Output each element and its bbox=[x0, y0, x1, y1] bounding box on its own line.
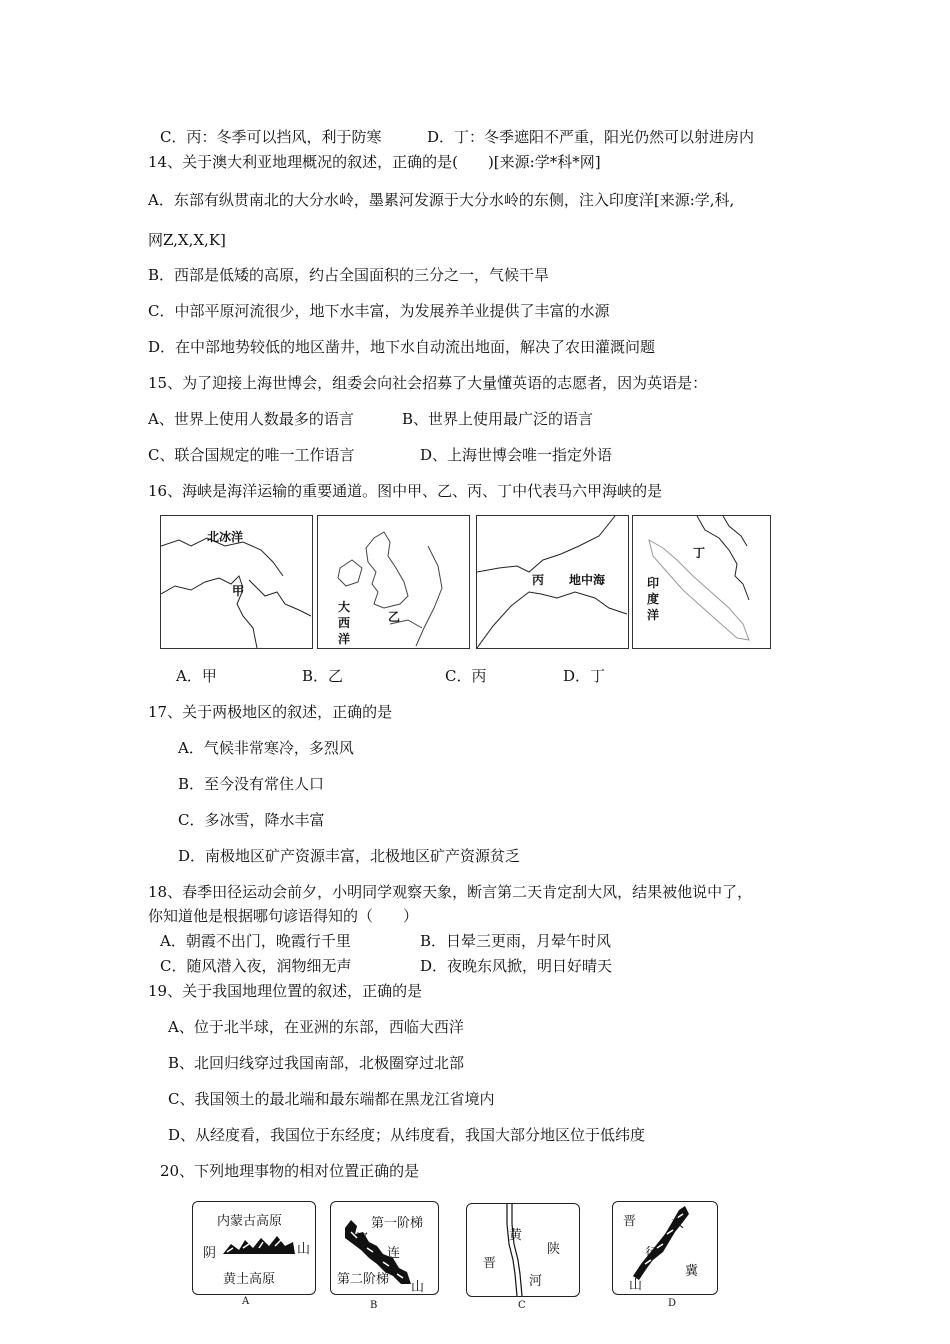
strait-mark-ding: 丁 bbox=[693, 546, 706, 560]
q14-option-a-cont: 网Z,X,X,K] bbox=[148, 231, 226, 249]
q17-option-b: B．至今没有常住人口 bbox=[178, 775, 325, 793]
q15-option-a: A、世界上使用人数最多的语言 bbox=[148, 410, 354, 428]
mediterranean-label: 地中海 bbox=[569, 573, 606, 587]
hang-label: 行 bbox=[645, 1246, 659, 1261]
river-drawing bbox=[467, 1204, 579, 1296]
q19-option-a: A、位于北半球，在亚洲的东部，西临大西洋 bbox=[168, 1018, 464, 1036]
indian-ocean-label-2: 度 bbox=[647, 592, 660, 606]
atlantic-label-3: 洋 bbox=[338, 632, 351, 646]
strait-mark-jia: 甲 bbox=[232, 584, 245, 598]
q20-stem: 20、下列地理事物的相对位置正确的是 bbox=[160, 1162, 420, 1180]
q18-option-c: C．随风潜入夜，润物细无声 bbox=[160, 957, 352, 975]
atlantic-label-1: 大 bbox=[338, 600, 351, 614]
q14-option-b: B．西部是低矮的高原，约占全国面积的三分之一，气候干旱 bbox=[148, 266, 550, 284]
q14-option-c: C．中部平原河流很少，地下水丰富，为发展养羊业提供了丰富的水源 bbox=[148, 302, 610, 320]
q17-stem: 17、关于两极地区的叙述，正确的是 bbox=[148, 703, 393, 721]
q13-option-d: D．丁：冬季遮阳不严重，阳光仍然可以射进房内 bbox=[427, 128, 755, 146]
q19-option-c: C、我国领土的最北端和最东端都在黑龙江省境内 bbox=[168, 1090, 495, 1108]
shanxi-label: 晋 bbox=[623, 1214, 637, 1229]
q19-option-d: D、从经度看，我国位于东经度；从纬度看，我国大部分地区位于低纬度 bbox=[168, 1126, 646, 1144]
shanxi-label: 晋 bbox=[483, 1256, 497, 1271]
strait-mark-bing: 丙 bbox=[532, 573, 545, 587]
hebei-label: 冀 bbox=[685, 1264, 699, 1279]
figure-c-caption: C bbox=[518, 1300, 526, 1311]
figure-a bbox=[192, 1201, 316, 1295]
q15-option-b: B、世界上使用最广泛的语言 bbox=[402, 410, 594, 428]
q14-stem: 14、关于澳大利亚地理概况的叙述，正确的是( )[来源:学*科*网] bbox=[148, 153, 601, 171]
strait-map-jia bbox=[160, 515, 313, 649]
indian-ocean-label-1: 印 bbox=[647, 576, 660, 590]
mountain-label: 山 bbox=[411, 1280, 425, 1295]
q18-option-d: D．夜晚东风掀，明日好晴天 bbox=[420, 957, 613, 975]
q16-option-a: A．甲 bbox=[176, 667, 217, 685]
he-label: 河 bbox=[529, 1274, 543, 1289]
loess-plateau-label: 黄土高原 bbox=[223, 1272, 276, 1287]
q14-option-d: D．在中部地势较低的地区凿井，地下水自动流出地面，解决了农田灌溉问题 bbox=[148, 338, 656, 356]
strait-map-ding bbox=[632, 515, 771, 649]
q17-option-c: C．多冰雪，降水丰富 bbox=[178, 811, 325, 829]
shaanxi-label: 陕 bbox=[547, 1242, 561, 1257]
strait-map-bing bbox=[476, 515, 629, 649]
strait-map-yi bbox=[317, 515, 470, 649]
q17-option-a: A．气候非常寒冷，多烈风 bbox=[178, 739, 354, 757]
strait-mark-yi: 乙 bbox=[388, 610, 401, 624]
mountain-label: 山 bbox=[629, 1278, 643, 1293]
q13-option-c: C．丙：冬季可以挡风，利于防寒 bbox=[160, 128, 382, 146]
figure-b-caption: B bbox=[370, 1300, 378, 1311]
coastline-drawing bbox=[477, 516, 628, 648]
q15-option-d: D、上海世博会唯一指定外语 bbox=[420, 446, 613, 464]
q16-stem: 16、海峡是海洋运输的重要通道。图中甲、乙、丙、丁中代表马六甲海峡的是 bbox=[148, 482, 663, 500]
q16-option-c: C．丙 bbox=[445, 667, 487, 685]
second-step-label: 第二阶梯 bbox=[337, 1272, 390, 1287]
figure-c bbox=[466, 1203, 580, 1297]
figure-a-caption: A bbox=[242, 1296, 250, 1307]
q19-option-b: B、北回归线穿过我国南部，北极圈穿过北部 bbox=[168, 1054, 465, 1072]
figure-b bbox=[330, 1201, 439, 1295]
q14-option-a: A．东部有纵贯南北的大分水岭，墨累河发源于大分水岭的东侧，注入印度洋[来源:学,科, bbox=[148, 191, 735, 209]
q18-stem-cont: 你知道他是根据哪句谚语得知的（ ） bbox=[148, 907, 419, 925]
lian-label: 连 bbox=[387, 1246, 401, 1261]
figure-d bbox=[612, 1201, 718, 1295]
q15-option-c: C、联合国规定的唯一工作语言 bbox=[148, 446, 355, 464]
q16-option-d: D．丁 bbox=[563, 667, 606, 685]
q16-option-b: B．乙 bbox=[302, 667, 344, 685]
inner-mongolia-plateau-label: 内蒙古高原 bbox=[217, 1214, 283, 1229]
q15-stem: 15、为了迎接上海世博会，组委会向社会招募了大量懂英语的志愿者，因为英语是： bbox=[148, 374, 708, 392]
q17-option-d: D．南极地区矿产资源丰富，北极地区矿产资源贫乏 bbox=[178, 847, 521, 865]
tai-label: 太 bbox=[671, 1216, 685, 1231]
q18-option-b: B．日晕三更雨，月晕午时风 bbox=[420, 932, 612, 950]
indian-ocean-label-3: 洋 bbox=[647, 608, 660, 622]
q18-option-a: A．朝霞不出门，晚霞行千里 bbox=[160, 932, 351, 950]
q19-stem: 19、关于我国地理位置的叙述，正确的是 bbox=[148, 982, 423, 1000]
atlantic-label-2: 西 bbox=[338, 616, 351, 630]
arctic-ocean-label: 北冰洋 bbox=[207, 530, 244, 544]
q18-stem: 18、春季田径运动会前夕，小明同学观察天象，断言第二天肯定刮大风，结果被他说中了， bbox=[148, 883, 753, 901]
figure-d-caption: D bbox=[668, 1298, 677, 1309]
huang-label: 黄 bbox=[509, 1228, 523, 1243]
yin-label: 阴 bbox=[203, 1246, 217, 1261]
first-step-label: 第一阶梯 bbox=[371, 1216, 424, 1231]
qi-label: 祁 bbox=[355, 1232, 369, 1247]
mountain-label: 山 bbox=[297, 1242, 311, 1257]
